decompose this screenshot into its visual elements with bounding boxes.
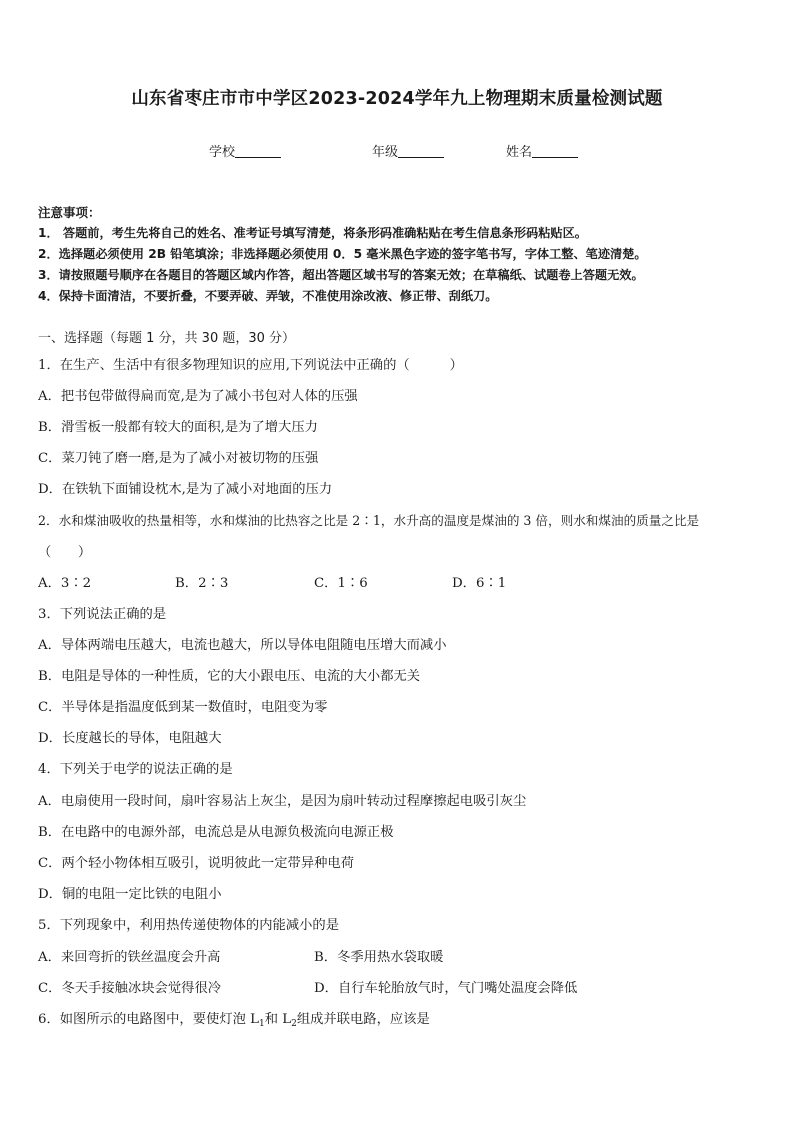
note-item-2: 2．选择题必须使用 2B 铅笔填涂；非选择题必须使用 0．5 毫米黑色字迹的签字笔书写，字体工整、笔迹清楚。 <box>38 247 647 261</box>
question-2-option-d: D．6∶1 <box>452 576 507 591</box>
question-1-stem: 1．在生产、生活中有很多物理知识的应用,下列说法中正确的（ ） <box>38 358 463 373</box>
question-1-option-d: D．在铁轨下面铺设枕木,是为了减小对地面的压力 <box>38 482 333 497</box>
question-2-option-b: B．2∶3 <box>175 576 229 591</box>
note-item-1: 1． 答题前，考生先将自己的姓名、准考证号填写清楚，将条形码准确粘贴在考生信息条形码粘贴区。 <box>38 226 587 240</box>
exam-title: 山东省枣庄市市中学区2023-2024学年九上物理期末质量检测试题 <box>131 89 663 109</box>
question-4-stem: 4．下列关于电学的说法正确的是 <box>38 762 233 777</box>
question-4-option-b: B．在电路中的电源外部，电流总是从电源负极流向电源正极 <box>38 825 394 840</box>
question-5-option-a: A．来回弯折的铁丝温度会升高 <box>38 950 221 965</box>
question-5-stem: 5．下列现象中，利用热传递使物体的内能减小的是 <box>38 918 339 933</box>
note-item-3: 3．请按照题号顺序在各题目的答题区域内作答，超出答题区域书写的答案无效；在草稿纸、试题卷上答题无效。 <box>38 268 644 282</box>
question-6-stem-post: 组成并联电路，应该是 <box>296 1012 430 1027</box>
school-blank[interactable] <box>235 144 281 158</box>
question-4-option-c: C．两个轻小物体相互吸引，说明彼此一定带异种电荷 <box>38 856 355 871</box>
question-2-option-a: A．3∶2 <box>38 576 92 591</box>
grade-field <box>372 141 444 160</box>
question-5-option-d: D．自行车轮胎放气时，气门嘴处温度会降低 <box>314 981 578 996</box>
question-1-option-b: B．滑雪板一般都有较大的面积,是为了增大压力 <box>38 420 318 435</box>
question-4-option-a: A．电扇使用一段时间，扇叶容易沾上灰尘，是因为扇叶转动过程摩擦起电吸引灰尘 <box>38 794 527 809</box>
question-3-option-a: A．导体两端电压越大，电流也越大，所以导体电阻随电压增大而减小 <box>38 638 447 653</box>
name-field <box>506 141 578 160</box>
question-1-option-a: A．把书包带做得扁而宽,是为了减小书包对人体的压强 <box>38 389 358 404</box>
question-6-sub-2: 2 <box>291 1019 297 1029</box>
question-1-option-c: C．菜刀钝了磨一磨,是为了减小对被切物的压强 <box>38 451 319 466</box>
note-item-4: 4．保持卡面清洁，不要折叠，不要弄破、弄皱，不准使用涂改液、修正带、刮纸刀。 <box>38 289 498 303</box>
grade-blank[interactable] <box>398 144 444 158</box>
name-blank[interactable] <box>532 144 578 158</box>
question-6-stem-pre: 6．如图所示的电路图中，要使灯泡 L <box>38 1012 259 1027</box>
question-3-option-d: D．长度越长的导体，电阻越大 <box>38 731 222 746</box>
question-3-option-c: C．半导体是指温度低到某一数值时，电阻变为零 <box>38 700 328 715</box>
school-label: 学校 <box>209 145 236 160</box>
question-3-option-b: B．电阻是导体的一种性质，它的大小跟电压、电流的大小都无关 <box>38 669 421 684</box>
question-6-sub-1: 1 <box>258 1019 265 1029</box>
question-6-stem <box>38 1008 430 1029</box>
section-heading: 一、选择题（每题 1 分，共 30 题，30 分） <box>38 331 296 346</box>
question-5-option-c: C．冬天手接触冰块会觉得很冷 <box>38 981 222 996</box>
notes-title: 注意事项： <box>38 205 101 220</box>
name-label: 姓名 <box>506 145 533 160</box>
grade-label: 年级 <box>372 145 399 160</box>
question-2-paren: （ ） <box>38 545 92 560</box>
question-3-stem: 3．下列说法正确的是 <box>38 607 167 622</box>
question-2-stem: 2．水和煤油吸收的热量相等，水和煤油的比热容之比是 2∶1，水升高的温度是煤油的 3 倍，则水和煤油的质量之比是 <box>38 513 700 528</box>
question-6-stem-mid: 和 L <box>264 1012 292 1027</box>
school-field <box>209 141 281 160</box>
question-5-option-b: B．冬季用热水袋取暖 <box>314 950 444 965</box>
question-4-option-d: D．铜的电阻一定比铁的电阻小 <box>38 887 222 902</box>
question-2-option-c: C．1∶6 <box>314 576 368 591</box>
